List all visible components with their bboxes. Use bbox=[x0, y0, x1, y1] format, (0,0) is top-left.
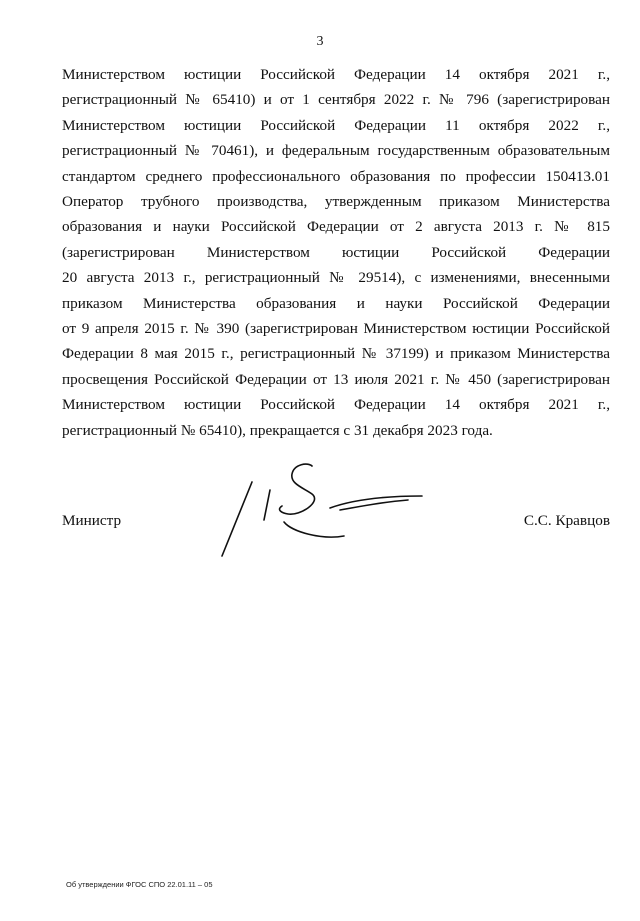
body-line: (зарегистрирован Министерством юстиции Российской Федерации bbox=[62, 243, 610, 261]
footer-note: Об утверждении ФГОС СПО 22.01.11 – 05 bbox=[66, 880, 213, 889]
body-line: просвещения Российской Федерации от 13 июля 2021 г. № 450 (зарегистрирован bbox=[62, 370, 610, 388]
body-line: Оператор трубного производства, утвержденным приказом Министерства bbox=[62, 193, 610, 211]
body-line: регистрационный № 70461), и федеральным государственным образовательным bbox=[62, 142, 610, 160]
body-line: Министерством юстиции Российской Федерации 14 октября 2021 г., bbox=[62, 396, 610, 414]
body-line: приказом Министерства образования и науки Российской Федерации bbox=[62, 294, 610, 312]
signer-title: Министр bbox=[62, 512, 122, 529]
handwritten-signature bbox=[212, 460, 432, 560]
body-line: 20 августа 2013 г., регистрационный № 29514), с изменениями, внесенными bbox=[62, 269, 610, 287]
page-number: 3 bbox=[316, 34, 324, 49]
body-line: стандартом среднего профессионального образования по профессии 150413.01 bbox=[62, 167, 610, 185]
body-line: Федерации 8 мая 2015 г., регистрационный № 37199) и приказом Министерства bbox=[62, 345, 610, 363]
body-line: Министерством юстиции Российской Федерации 14 октября 2021 г., bbox=[62, 66, 610, 83]
body-line-last: регистрационный № 65410), прекращается с 31 декабря 2023 года. bbox=[62, 421, 493, 439]
body-line: Министерством юстиции Российской Федерации 11 октября 2022 г., bbox=[62, 116, 610, 134]
document-body bbox=[62, 62, 610, 443]
signer-name: С.С. Кравцов bbox=[523, 512, 610, 529]
body-line: образования и науки Российской Федерации от 2 августа 2013 г. № 815 bbox=[62, 218, 610, 236]
body-line: регистрационный № 65410) и от 1 сентября 2022 г. № 796 (зарегистрирован bbox=[62, 91, 610, 109]
body-line: от 9 апреля 2015 г. № 390 (зарегистрирован Министерством юстиции Российской bbox=[62, 320, 610, 338]
